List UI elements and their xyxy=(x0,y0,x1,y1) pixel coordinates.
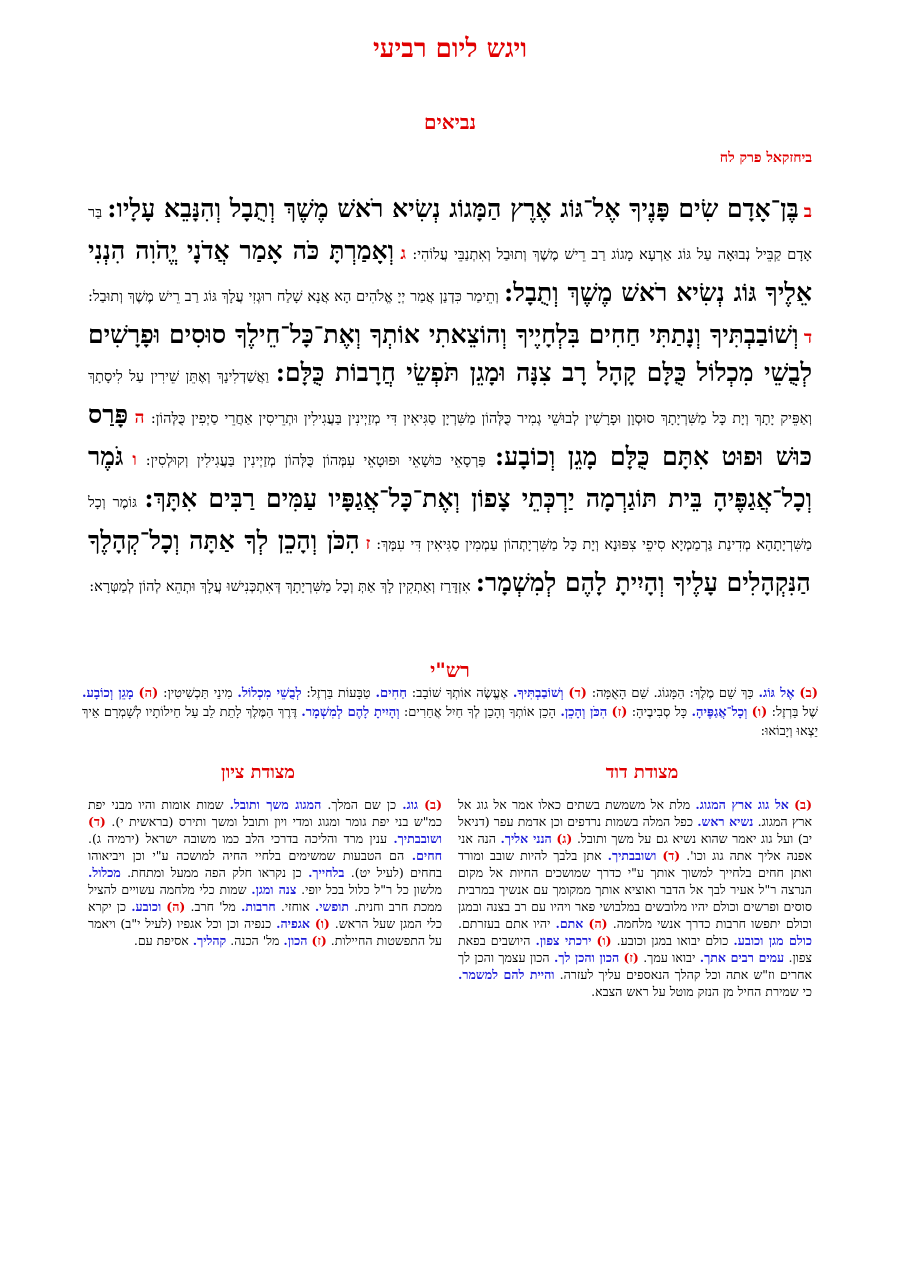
commentary-text: כי שמירת החיל מן הנזק מוטל על ראש הצבא. xyxy=(591,984,812,999)
commentary-ref: (ה) xyxy=(166,899,186,914)
commentary-text: שמות אומות והיו מבני יפת כמ"ש בני יפת גומר ומגוג ומדי ויון ותובל ומשך ותירס (בראשית י). xyxy=(88,797,442,829)
verse-text: וְאָמַרְתָּ כֹּה אָמַר אֲדֹנָי יֱהֹוִה הִנְנִי אֵלֶיךָ גּוֹג נְשִׂיא רֹאשׁ מֶשֶׁךְ וְתֻבָל: xyxy=(88,236,812,307)
dibur-hamatchil: לְבֻשֵׁי מִכְלוֹל. xyxy=(237,686,302,701)
verse-number: ה xyxy=(134,408,145,428)
commentary-text: אתן בלבך להיות שובב ומורד ואתן חחים בלחייך למשוך אותך ע"י כדרך שמושכים החיות אל מקום הנרצה ר"ל אעיר לבך אל הדבר ואוציא אותך ממקומך עם אנשיך במרבית סוסים ופרשים וכולם יהיו מלובשים במלבושי פאר ויהיו עם רב בצנה ובמגן וכולם יתפשו חרבות כדרך אנשי מלחמה. xyxy=(458,848,812,931)
commentary-ref: (ה) xyxy=(588,916,608,931)
dibur-hamatchil: הִכֹּן וְהָכֵן. xyxy=(560,705,608,720)
commentary-text: הָכֵן אוֹתְךָ וְהָכֵן לְךָ חַיִל אֲחֵרִים: xyxy=(403,705,556,720)
commentary-text: אסיפת עם. xyxy=(133,933,189,948)
dibur-hamatchil: הכון והכן לך. xyxy=(553,950,620,965)
dibur-hamatchil: עמים רבים אתך. xyxy=(699,950,785,965)
metzudat-david-column xyxy=(458,796,812,1000)
targum-text: פַּרְסָאֵי כּוּשָׁאֵי וּפוּטָאֵי עִמְּהוֹן כֻּלְּהוֹן מְזַיְינִין בַּעֲגִילִין וְקוּלְסִין: xyxy=(145,453,486,469)
commentary-text: כנפיה וכן וכל אגפיו (לעיל י"ב) ויאמר על התפשטות החיילות. xyxy=(88,916,442,948)
section-title: נביאים xyxy=(424,110,476,134)
commentary-text: יבואו עמך. xyxy=(643,950,696,965)
verse-text: גֹּמֶר וְכָל־אֲגַפֶּיהָ בֵּית תּוֹגַרְמָה יַרְכְּתֵי צָפוֹן וְאֶת־כָּל־אֲגַפָּיו עַמִּים רַבִּים אִתָּךְ: xyxy=(88,442,812,513)
commentary-ref: (ו) xyxy=(596,933,612,948)
dibur-hamatchil: המגוג משך ותובל. xyxy=(229,797,322,812)
commentary-ref: (ד) xyxy=(568,686,587,701)
commentary-ref: (ו) xyxy=(314,916,330,931)
commentary-text: מלת אל משמשת בשתים כאלו אמר אל גוג אל ארץ המגוג. xyxy=(458,797,812,829)
commentary-text: ענין מרד והליכה בדרכי הלב כמו משובה ישראל (ירמיה ג). xyxy=(88,831,388,846)
verses-block xyxy=(88,190,812,606)
commentary-text: הנה אני אפנה אליך אתה גוג וכו'. xyxy=(458,831,812,863)
commentary-text: כפל המלה בשמות נרדפים וכן אדמת עפר (דניאל יב) ועל גוג יאמר שהוא נשיא גם על משך ותובל. xyxy=(458,814,812,846)
commentary-text: כַּךְ שֵׁם מֶלֶךְ: הַמָּגוֹג. שֵׁם הָאֻמָּה: xyxy=(591,686,754,701)
verse-text: הִכֹּן וְהָכֵן לְךָ אַתָּה וְכָל־קְהָלֶךָ הַנִּקְהָלִים עָלֶיךָ וְהָיִיתָ לָהֶם לְמִשְׁמָר: xyxy=(88,526,811,597)
dibur-hamatchil: ירכתי צפון. xyxy=(535,933,592,948)
commentary-text: שֶׁל בַּרְזֶל: xyxy=(771,705,818,720)
dibur-hamatchil: הנני אליך. xyxy=(500,831,552,846)
dibur-hamatchil: מכלול. xyxy=(88,865,121,880)
dibur-hamatchil: חַחִים. xyxy=(375,686,407,701)
commentary-text: טַבָּעוֹת בַּרְזֶל: xyxy=(306,686,371,701)
commentary-ref: (ו) xyxy=(751,705,768,720)
targum-text: גּוֹמֶר וְכָל מַשִּׁרְיָתָהָא מְדִינַת גַּרְמַמְיָא סִיפֵי צִפּוּנָא וְיָת כָּל מַשִּׁרְיָתְהוֹן עַמְמִין סַגִּיאִין דִּי עִמָּךְ: xyxy=(88,495,812,553)
commentary-ref: (ז) xyxy=(611,705,628,720)
commentary-text: מִינֵי תַּכְשִׁיטִין: xyxy=(163,686,233,701)
commentary-text: אוחזי. xyxy=(280,899,310,914)
dibur-hamatchil: ושובבתיך. xyxy=(393,831,443,846)
targum-text: וְתֵימַר כִּדְנַן אֲמַר יְיָ אֱלֹהִים הָא אֲנָא שָׁלַח רוּגְזִי עֲלָךְ גּוֹג רַב רֵישׁ מֶשֶׁךְ וְתוּבַל: xyxy=(88,289,499,305)
dibur-hamatchil: וְהָיִיתָ לָהֶם לְמִשְׁמָר. xyxy=(301,705,400,720)
dibur-hamatchil: וְשׁוֹבַבְתִּיךָ. xyxy=(512,686,564,701)
verse-number: ג xyxy=(400,244,407,264)
commentary-ref: (ד) xyxy=(662,848,681,863)
dibur-hamatchil: מָגֵן וְכוֹבָע. xyxy=(82,686,134,701)
commentary-ref: (ז) xyxy=(311,933,327,948)
metzudat-david-title: מצודת דוד xyxy=(605,762,679,783)
metzudat-zion-title: מצודת ציון xyxy=(221,762,295,783)
commentary-text: הכון עצמך והכן לך אחרים וז"ש אתה וכל קהלך הנאספים עליך לעזרה. xyxy=(458,950,812,982)
dibur-hamatchil: אל גוג ארץ המגוג. xyxy=(695,797,789,812)
commentary-text: דֶּרֶךְ הַמֶּלֶךְ לָתֵת לֵב עַל חֵילוֹתָיו לְשָׁמְרָם אֵיךְ יֵצְאוּ וְיָבוֹאוּ: xyxy=(82,705,818,739)
dibur-hamatchil: צנה ומגן. xyxy=(251,882,297,897)
verse-number: ז xyxy=(365,534,371,554)
verse-text: פָּרַס כּוּשׁ וּפוּט אִתָּם כֻּלָּם מָגֵן וְכוֹבָע: xyxy=(88,400,813,471)
dibur-hamatchil: חרבות. xyxy=(240,899,276,914)
targum-text: וַאֲשַׁדְלִינָךְ וְאֶתֵּן שֵׁירִין עַל לִיסָתָךְ וְאַפֵּיק יָתָךְ וְיָת כָּל מַשִּׁרְיָתָךְ סוּסְוָן וּפָרָשִׁין לְבוּשֵׁי גְמִיר כֻּלְּהוֹן מַשִּׁרְיָן סַגִּיאִין דִּי מְזַיְינִין בַּעֲגִילִין וּתְרֵיסִין אַחֲרֵי סַיְפִין כֻּלְּהוֹן: xyxy=(88,369,812,427)
commentary-text: אֶעֱשֶׂה אוֹתְךָ שׁוֹבָב: xyxy=(411,686,509,701)
dibur-hamatchil: ושובבתיך. xyxy=(607,848,657,863)
dibur-hamatchil: קהליך. xyxy=(192,933,227,948)
commentary-text: היושבים בפאת צפון. xyxy=(458,933,812,965)
verse-text: וְשׁוֹבַבְתִּיךָ וְנָתַתִּי חַחִים בִּלְחָיֶיךָ וְהוֹצֵאתִי אוֹתְךָ וְאֶת־כָּל־חֵילֶךָ סוּסִים וּפָרָשִׁים לְבֻשֵׁי מִכְלוֹל כֻּלָּם קָהָל רָב צִנָּה וּמָגֵן תֹּפְשֵׂי חֲרָבוֹת כֻּלָּם: xyxy=(88,320,813,387)
commentary-text: כן שם המלך. xyxy=(327,797,397,812)
dibur-hamatchil: כולם מגן וכובע. xyxy=(733,933,812,948)
dibur-hamatchil: גוג. xyxy=(402,797,419,812)
dibur-hamatchil: אֶל גּוֹג. xyxy=(758,686,795,701)
targum-text: בַּר אָדָם קַבֵּיל נְבוּאָה עַל גּוֹג אַרְעָא מָגוֹג רַב רֵישׁ מֶשֶׁךְ וְתוּבַל וְאִתְנַבֵּי עֲלוֹהִי: xyxy=(88,205,812,263)
rashi-title: רש"י xyxy=(430,658,470,682)
commentary-text: מלשון כל ר"ל כלול בכל יופי. xyxy=(301,882,442,897)
commentary-text: כָּל סְבִיבֶיהָ: xyxy=(631,705,688,720)
dibur-hamatchil: הכון. xyxy=(283,933,308,948)
targum-text: אִזְדָּרַז וְאַתְקִין לָךְ אַתְּ וְכָל מַשִּׁרְיָתָךְ דְּאִתְכְּנִישׁוּ עֲלָךְ וּתְהֵא לְהוֹן לְמַטְּרָא: xyxy=(89,579,471,595)
dibur-hamatchil: אגפיה. xyxy=(276,916,310,931)
commentary-ref: (ב) xyxy=(799,686,818,701)
dibur-hamatchil: נשיא ראש. xyxy=(697,814,754,829)
chapter-reference: ביחזקאל פרק לח xyxy=(719,150,812,166)
verse-number: ד xyxy=(803,328,812,348)
dibur-hamatchil: בלחייך. xyxy=(308,865,345,880)
dibur-hamatchil: אתם. xyxy=(555,916,584,931)
dibur-hamatchil: והיית להם למשמר. xyxy=(458,967,555,982)
commentary-ref: (ז) xyxy=(623,950,639,965)
verse-text: בֶּן־אָדָם שִׂים פָּנֶיךָ אֶל־גּוֹג אֶרֶץ הַמָּגוֹג נְשִׂיא רֹאשׁ מֶשֶׁךְ וְתֻבָל וְהִנָּבֵא עָלָיו: xyxy=(107,194,799,223)
commentary-ref: (ג) xyxy=(556,831,573,846)
commentary-text: מל' חרב. xyxy=(190,899,236,914)
commentary-text: כן נקראו חלק הפה ממעל ומתחת. xyxy=(127,865,302,880)
verse-number: ב xyxy=(803,202,812,222)
commentary-ref: (ב) xyxy=(424,797,442,812)
commentary-text: שמות כלי מלחמה עשויים להציל ממכת חרב וחנית. xyxy=(88,882,442,914)
commentary-ref: (ב) xyxy=(794,797,812,812)
rashi-commentary xyxy=(82,684,818,741)
dibur-hamatchil: חחים. xyxy=(411,848,442,863)
commentary-text: מל' הכנה. xyxy=(230,933,280,948)
metzudat-zion-column xyxy=(88,796,442,949)
commentary-text: כן יקרא כלי המגן שעל הראש. xyxy=(88,899,442,931)
commentary-text: כולם יבואו במגן וכובע. xyxy=(616,933,729,948)
verse-number: ו xyxy=(132,450,137,470)
dibur-hamatchil: תופשי. xyxy=(314,899,349,914)
commentary-text: הם הטבעות שמשימים בלחיי החיה למושכה ע"י וכן ויביאוהו בחחים (לעיל יט). xyxy=(88,848,442,880)
commentary-ref: (ד) xyxy=(88,814,106,829)
page-title: ויגש ליום רביעי xyxy=(372,34,528,64)
commentary-text: יהיו אתם בעזרתם. xyxy=(458,916,551,931)
commentary-ref: (ה) xyxy=(138,686,159,701)
dibur-hamatchil: וְכָל־אֲגַפֶּיהָ. xyxy=(691,705,748,720)
dibur-hamatchil: וכובע. xyxy=(131,899,162,914)
